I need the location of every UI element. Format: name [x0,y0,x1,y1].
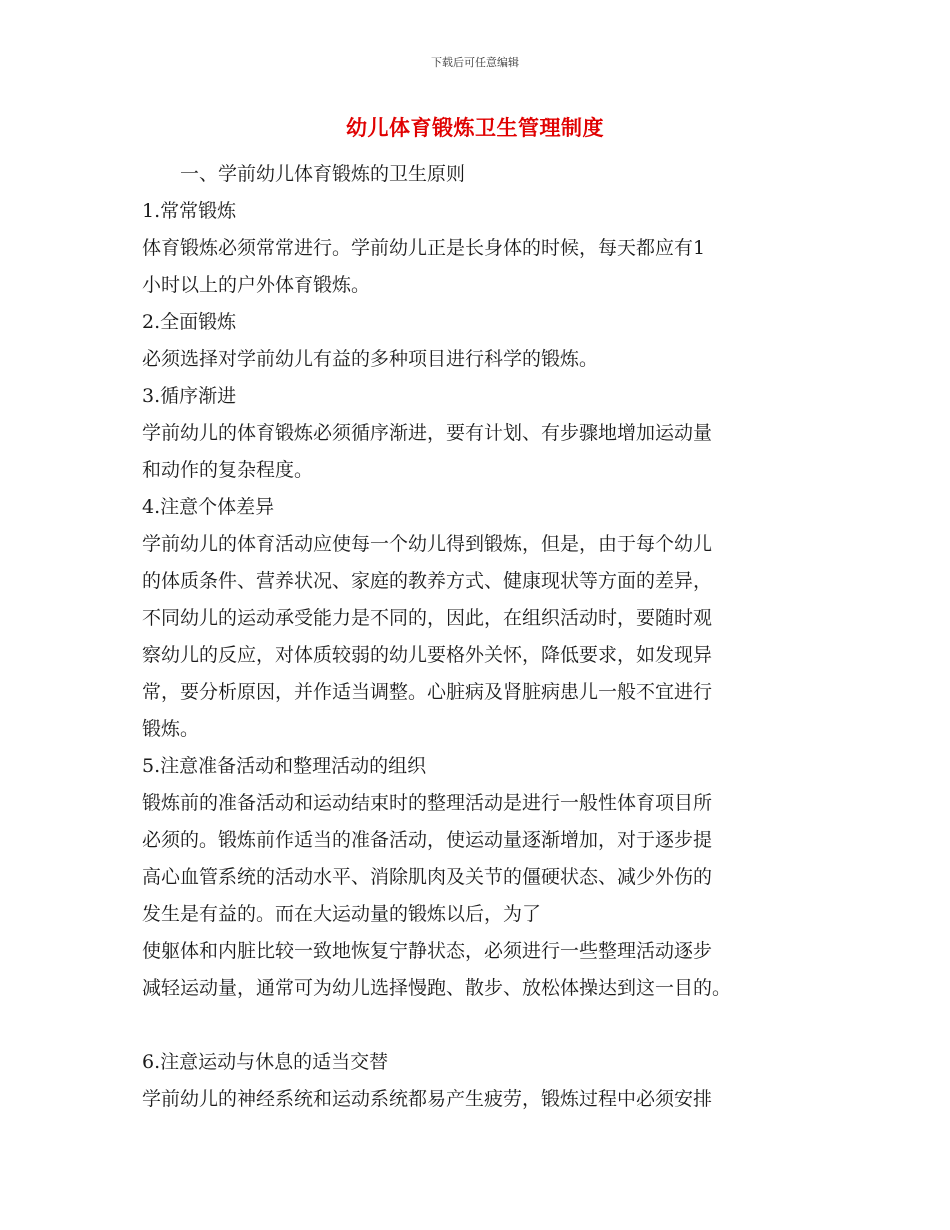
item-heading-3: 3.循序渐进 [142,385,237,407]
paragraph-line: 的体质条件、营养状况、家庭的教养方式、健康现状等方面的差异， [142,570,713,592]
page-header-note: 下载后可任意编辑 [431,56,519,69]
paragraph-gap [142,1007,812,1044]
paragraph-line: 发生是有益的。而在大运动量的锻炼以后，为了 [142,903,542,925]
paragraph-line: 必须的。锻炼前作适当的准备活动，使运动量逐渐增加，对于逐步提 [142,829,713,851]
paragraph-line: 常，要分析原因，并作适当调整。心脏病及肾脏病患儿一般不宜进行 [142,681,713,703]
paragraph-line: 高心血管系统的活动水平、消除肌肉及关节的僵硬状态、减少外伤的 [142,866,713,888]
paragraph-line: 必须选择对学前幼儿有益的多种项目进行科学的锻炼。 [142,348,599,370]
paragraph-line: 察幼儿的反应，对体质较弱的幼儿要格外关怀，降低要求，如发现异 [142,644,713,666]
section-heading: 一、学前幼儿体育锻炼的卫生原则 [180,163,466,185]
item-heading-4: 4.注意个体差异 [142,496,275,518]
paragraph-line: 学前幼儿的体育活动应使每一个幼儿得到锻炼，但是，由于每个幼儿 [142,533,713,555]
paragraph-line: 和动作的复杂程度。 [142,459,314,481]
item-heading-5: 5.注意准备活动和整理活动的组织 [142,755,427,777]
document-body [142,156,812,1118]
paragraph-line: 锻炼。 [142,718,200,740]
item-heading-1: 1.常常锻炼 [142,200,237,222]
paragraph-line: 减轻运动量，通常可为幼儿选择慢跑、散步、放松体操达到这一目的。 [142,977,732,999]
paragraph-line: 不同幼儿的运动承受能力是不同的，因此，在组织活动时，要随时观 [142,607,713,629]
paragraph-line: 小时以上的户外体育锻炼。 [142,274,371,296]
item-heading-2: 2.全面锻炼 [142,311,237,333]
paragraph-line: 体育锻炼必须常常进行。学前幼儿正是长身体的时候，每天都应有1 [142,237,706,259]
paragraph-line: 学前幼儿的神经系统和运动系统都易产生疲劳，锻炼过程中必须安排 [142,1088,713,1110]
paragraph-line: 使躯体和内脏比较一致地恢复宁静状态，必须进行一些整理活动逐步 [142,940,713,962]
paragraph-line: 学前幼儿的体育锻炼必须循序渐进，要有计划、有步骤地增加运动量 [142,422,713,444]
item-heading-6: 6.注意运动与休息的适当交替 [142,1051,389,1073]
document-title: 幼儿体育锻炼卫生管理制度 [346,116,604,140]
paragraph-line: 锻炼前的准备活动和运动结束时的整理活动是进行一般性体育项目所 [142,792,713,814]
